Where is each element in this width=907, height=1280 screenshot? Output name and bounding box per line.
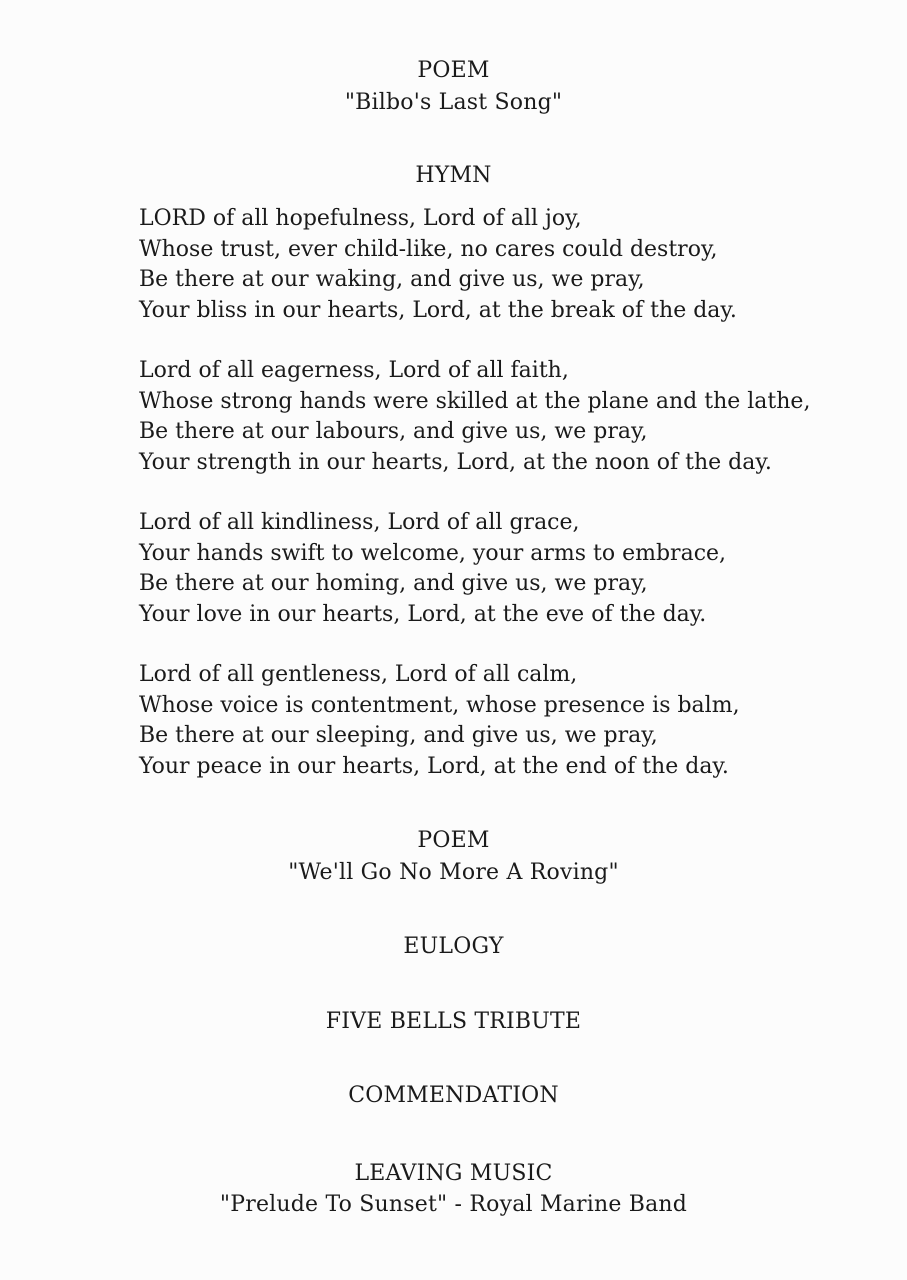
verse-line: Lord of all eagerness, Lord of all faith, [139,358,569,383]
poem-heading: POEM [417,58,490,83]
verse-line: Whose trust, ever child-like, no cares could destroy, [139,236,718,262]
verse-line: Your bliss in our hearts, Lord, at the break of the day. [139,297,737,323]
five-bells-heading: FIVE BELLS TRIBUTE [325,1009,582,1034]
verse-line: Your hands swift to welcome, your arms to embrace, [139,540,727,566]
verse-line: Lord of all kindliness, Lord of all grace, [139,510,580,535]
poem-title: "Bilbo's Last Song" [344,90,563,115]
poem-heading-2: POEM [417,828,490,853]
verse-line: Whose voice is contentment, whose presence is balm, [139,692,740,718]
eulogy-heading: EULOGY [403,934,504,959]
verse-line: Your love in our hearts, Lord, at the eve of the day. [139,601,707,627]
verse-line: Whose strong hands were skilled at the plane and the lathe, [139,388,811,414]
verse-line: Be there at our labours, and give us, we pray, [139,419,648,444]
hymn-verse-2 [139,356,859,478]
verse-line: Your strength in our hearts, Lord, at the noon of the day. [139,449,772,475]
verse-line: Your peace in our hearts, Lord, at the end of the day. [139,753,729,779]
verse-line: Lord of all gentleness, Lord of all calm, [139,662,578,687]
hymn-verse-3 [139,508,859,630]
hymn-heading: HYMN [415,163,492,188]
leaving-music-heading: LEAVING MUSIC [354,1161,553,1186]
verse-line: Be there at our sleeping, and give us, we pray, [139,723,658,748]
hymn-verse-1 [139,204,859,326]
verse-line: Be there at our waking, and give us, we pray, [139,267,645,292]
commendation-heading: COMMENDATION [348,1083,559,1108]
hymn-verse-4 [139,660,859,782]
verse-line: Be there at our homing, and give us, we pray, [139,571,648,596]
verse-line: LORD of all hopefulness, Lord of all joy, [139,206,582,231]
poem-title-2: "We'll Go No More A Roving" [288,860,619,885]
leaving-music-title: "Prelude To Sunset" - Royal Marine Band [219,1192,688,1217]
